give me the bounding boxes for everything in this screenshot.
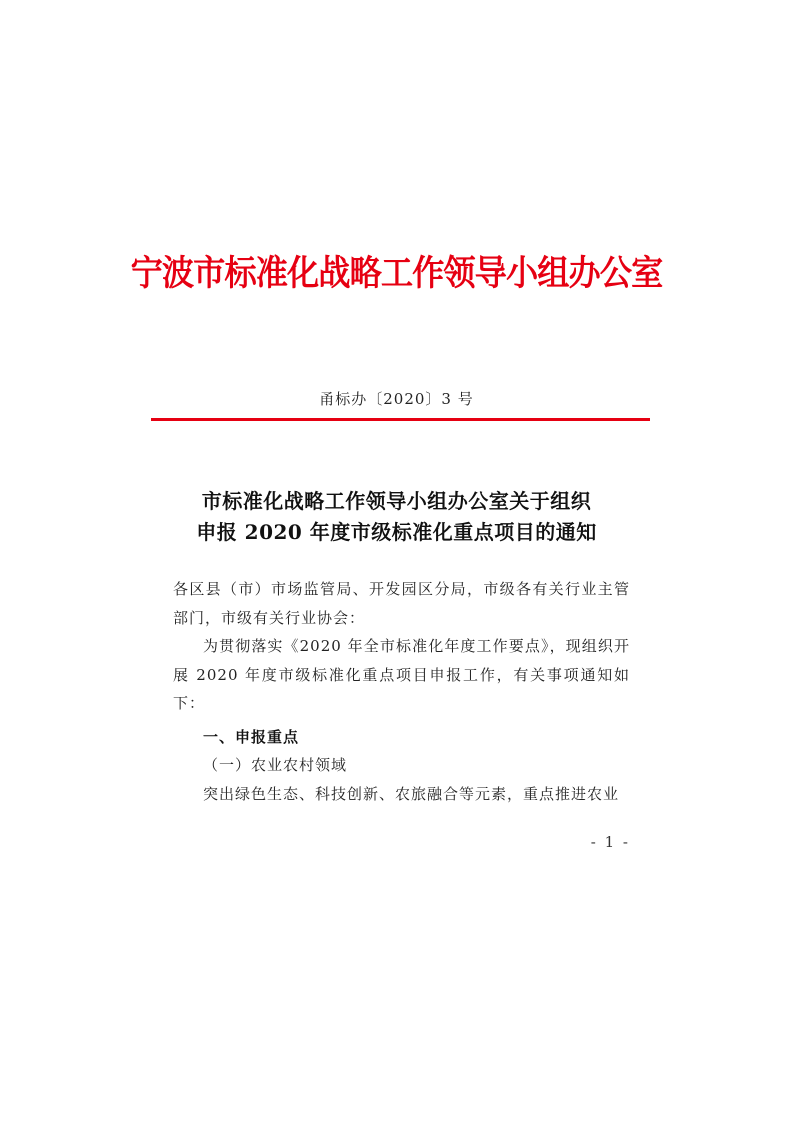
page-number: - 1 - (590, 833, 630, 851)
title-line-1: 市标准化战略工作领导小组办公室关于组织 (201, 489, 592, 513)
section-heading-1: 一、申报重点 (203, 728, 300, 746)
red-divider-rule (151, 418, 650, 421)
subsection-paragraph-1: 突出绿色生态、科技创新、农旅融合等元素，重点推进农业 (203, 785, 620, 803)
document-title (0, 486, 793, 548)
intro-paragraph: 为贯彻落实《2020 年全市标准化年度工作要点》，现组织开展 2020 年度市级标准化重点项目申报工作，有关事项通知如下： (173, 637, 630, 712)
title-line-2: 申报 2020 年度市级标准化重点项目的通知 (196, 520, 597, 544)
issuer-header: 宁波市标准化战略工作领导小组办公室 (130, 254, 663, 294)
salutation-paragraph: 各区县（市）市场监管局、开发园区分局，市级各有关行业主管部门，市级有关行业协会： (173, 580, 630, 627)
subsection-heading-1: （一）农业农村领域 (203, 756, 348, 774)
document-number: 甬标办〔2020〕3 号 (319, 390, 474, 408)
